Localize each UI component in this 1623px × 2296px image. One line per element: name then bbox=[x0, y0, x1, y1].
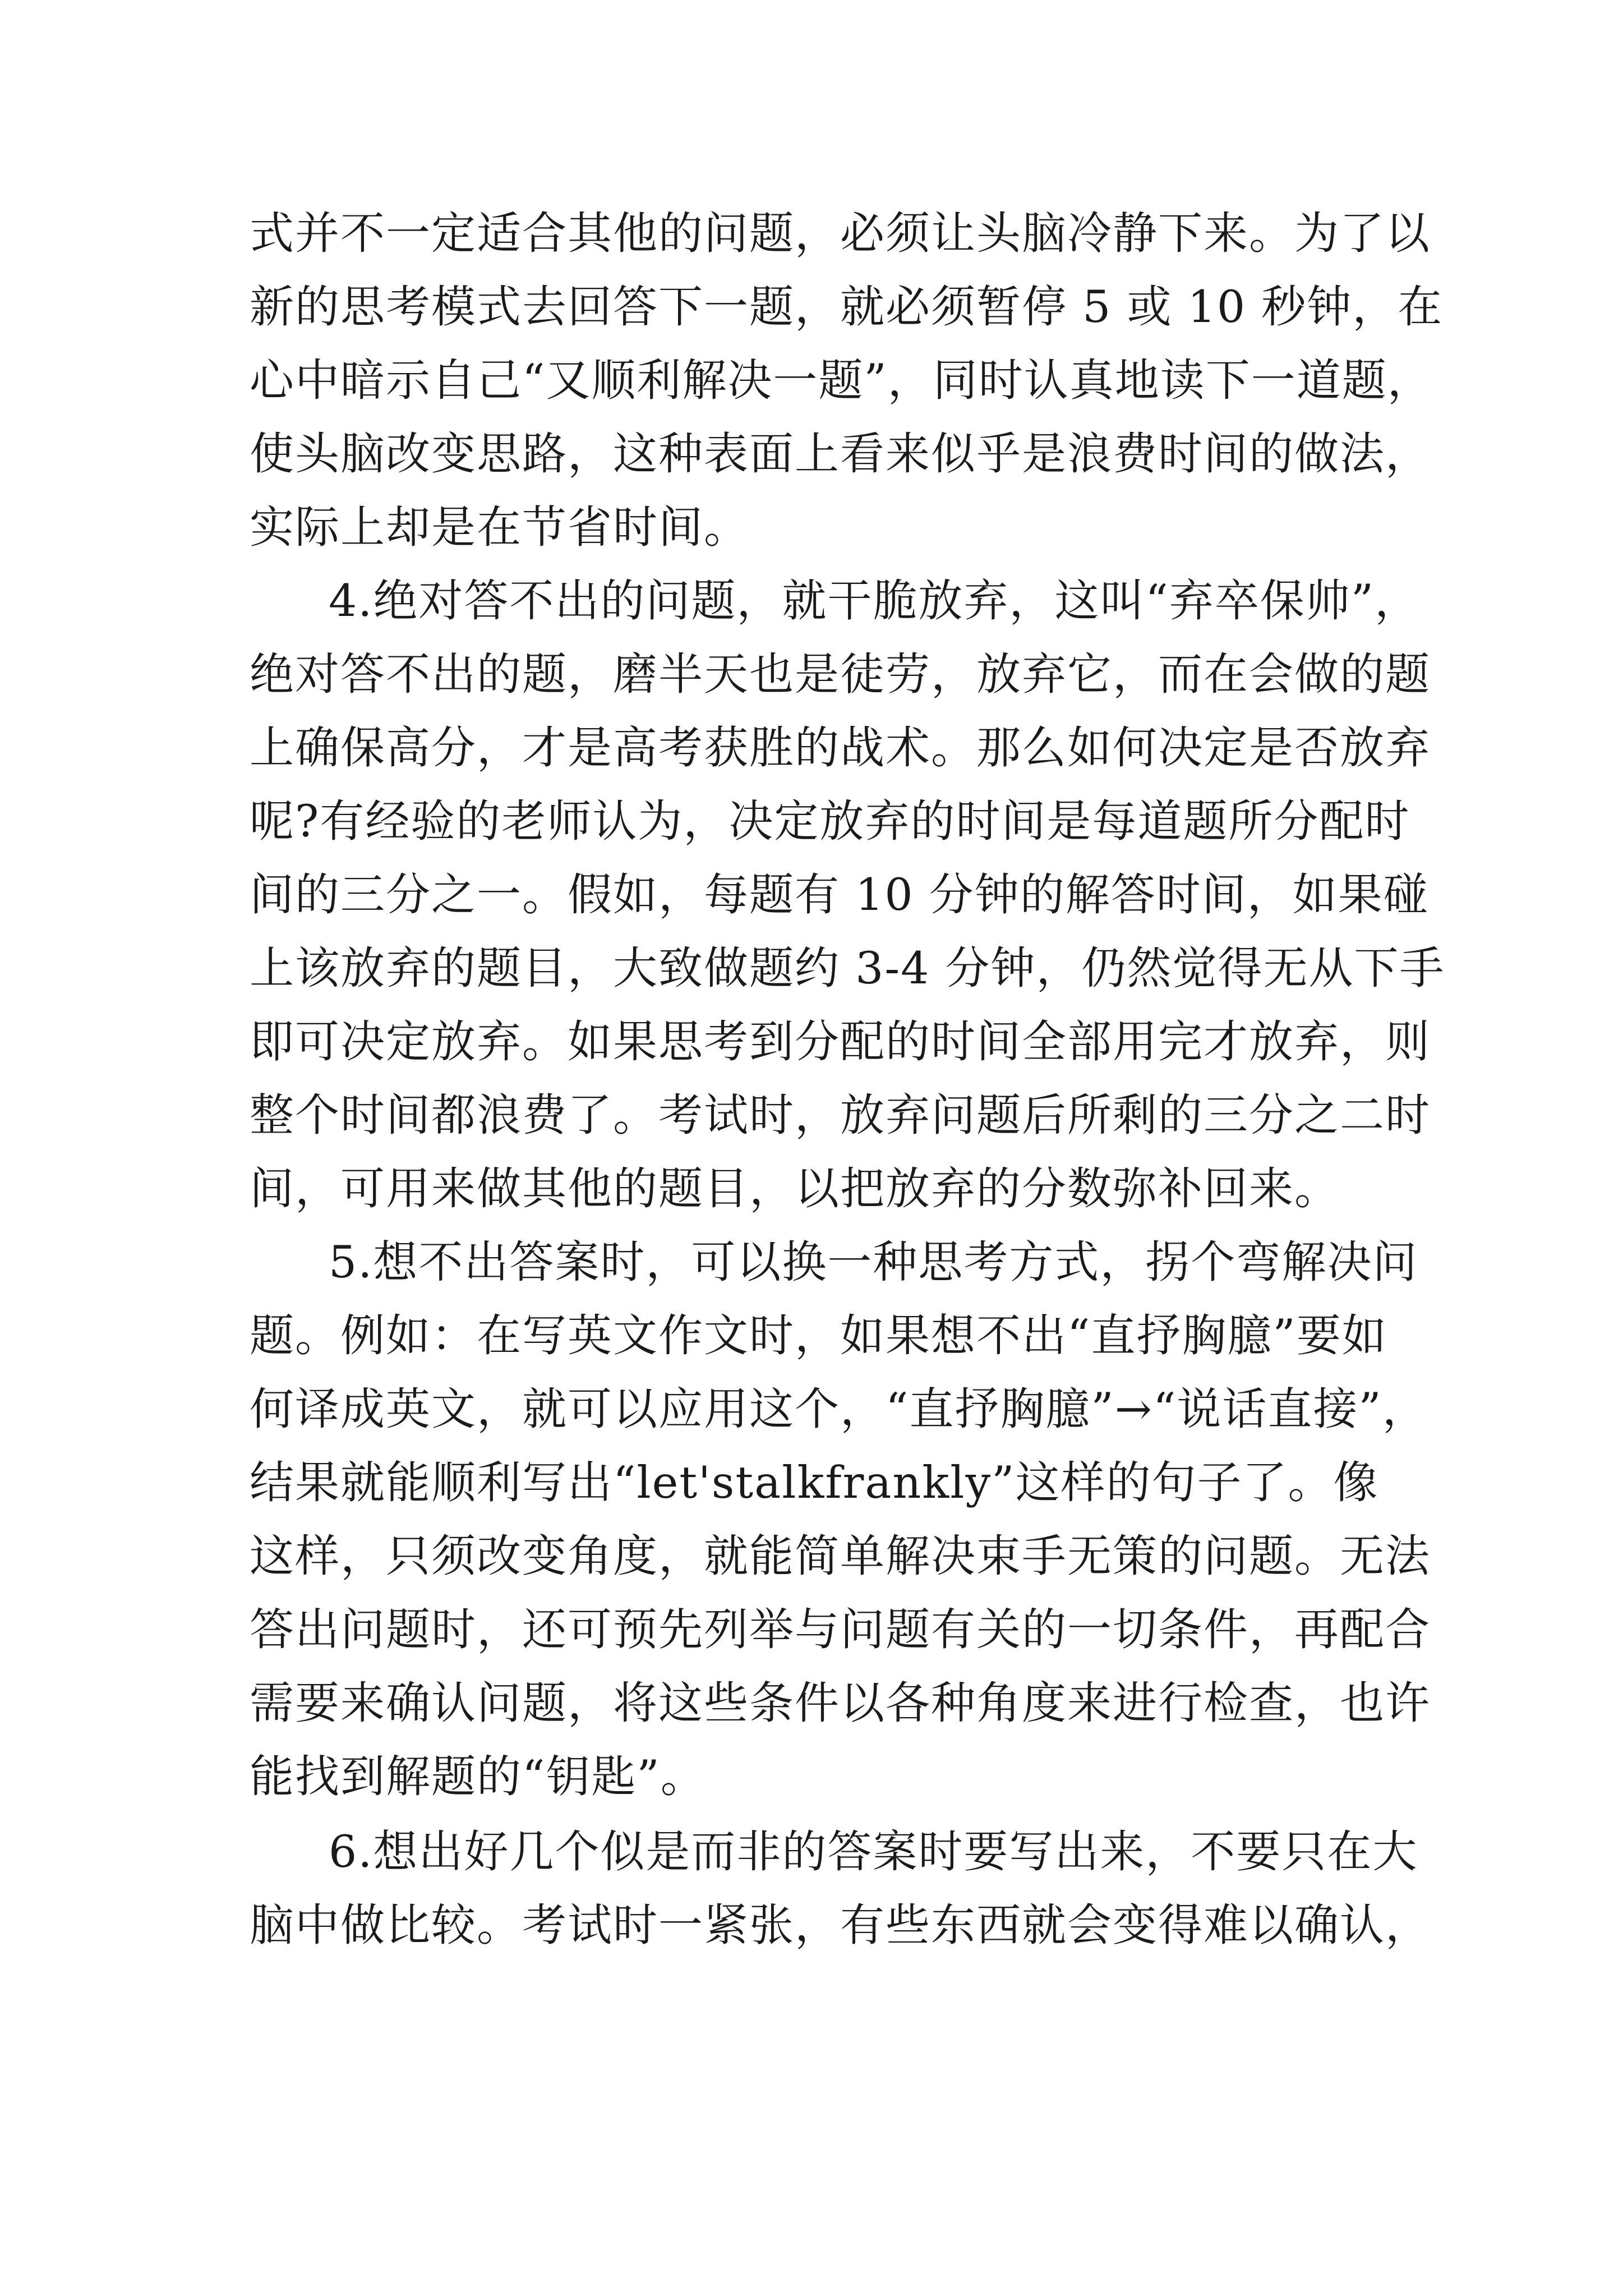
text-line: 何译成英文，就可以应用这个，“直抒胸臆”→“说话直接”， bbox=[250, 1383, 1428, 1435]
text-line: 上确保高分，才是高考获胜的战术。那么如何决定是否放弃 bbox=[250, 722, 1431, 774]
text-line: 结果就能顺利写出“let'stalkfrankly”这样的句子了。像 bbox=[250, 1457, 1379, 1508]
text-line: 上该放弃的题目，大致做题约 3-4 分钟，仍然觉得无从下手 bbox=[250, 942, 1445, 994]
text-line: 心中暗示自己“又顺利解决一题”，同时认真地读下一道题， bbox=[250, 355, 1433, 406]
text-line: 整个时间都浪费了。考试时，放弃问题后所剩的三分之二时 bbox=[250, 1089, 1431, 1141]
text-line: 式并不一定适合其他的问题，必须让头脑冷静下来。为了以 bbox=[250, 208, 1431, 259]
text-line: 绝对答不出的题，磨半天也是徒劳，放弃它，而在会做的题 bbox=[250, 648, 1431, 700]
paragraph-5-start: 5.想不出答案时，可以换一种思考方式，拐个弯解决问 bbox=[329, 1236, 1418, 1288]
text-line: 即可决定放弃。如果思考到分配的时间全部用完才放弃，则 bbox=[250, 1016, 1431, 1068]
text-line: 题。例如：在写英文作文时，如果想不出“直抒胸臆”要如 bbox=[250, 1310, 1387, 1361]
text-line: 间，可用来做其他的题目，以把放弃的分数弥补回来。 bbox=[250, 1163, 1340, 1214]
text-line: 实际上却是在节省时间。 bbox=[250, 501, 749, 553]
text-line: 这样，只须改变角度，就能简单解决束手无策的问题。无法 bbox=[250, 1530, 1431, 1582]
text-line: 答出问题时，还可预先列举与问题有关的一切条件，再配合 bbox=[250, 1604, 1431, 1655]
text-line: 使头脑改变思路，这种表面上看来似乎是浪费时间的做法， bbox=[250, 428, 1431, 480]
paragraph-6-start: 6.想出好几个似是而非的答案时要写出来，不要只在大 bbox=[329, 1826, 1418, 1878]
text-line: 新的思考模式去回答下一题，就必须暂停 5 或 10 秒钟，在 bbox=[250, 281, 1444, 333]
text-line: 脑中做比较。考试时一紧张，有些东西就会变得难以确认， bbox=[250, 1899, 1431, 1951]
text-line: 能找到解题的“钥匙”。 bbox=[250, 1751, 706, 1802]
text-line: 间的三分之一。假如，每题有 10 分钟的解答时间，如果碰 bbox=[250, 869, 1429, 921]
text-line: 需要来确认问题，将这些条件以各种角度来进行检查，也许 bbox=[250, 1677, 1431, 1729]
paragraph-4-start: 4.绝对答不出的问题，就干脆放弃，这叫“弃卒保帅”， bbox=[329, 575, 1421, 627]
text-line: 呢?有经验的老师认为，决定放弃的时间是每道题所分配时 bbox=[250, 795, 1410, 847]
